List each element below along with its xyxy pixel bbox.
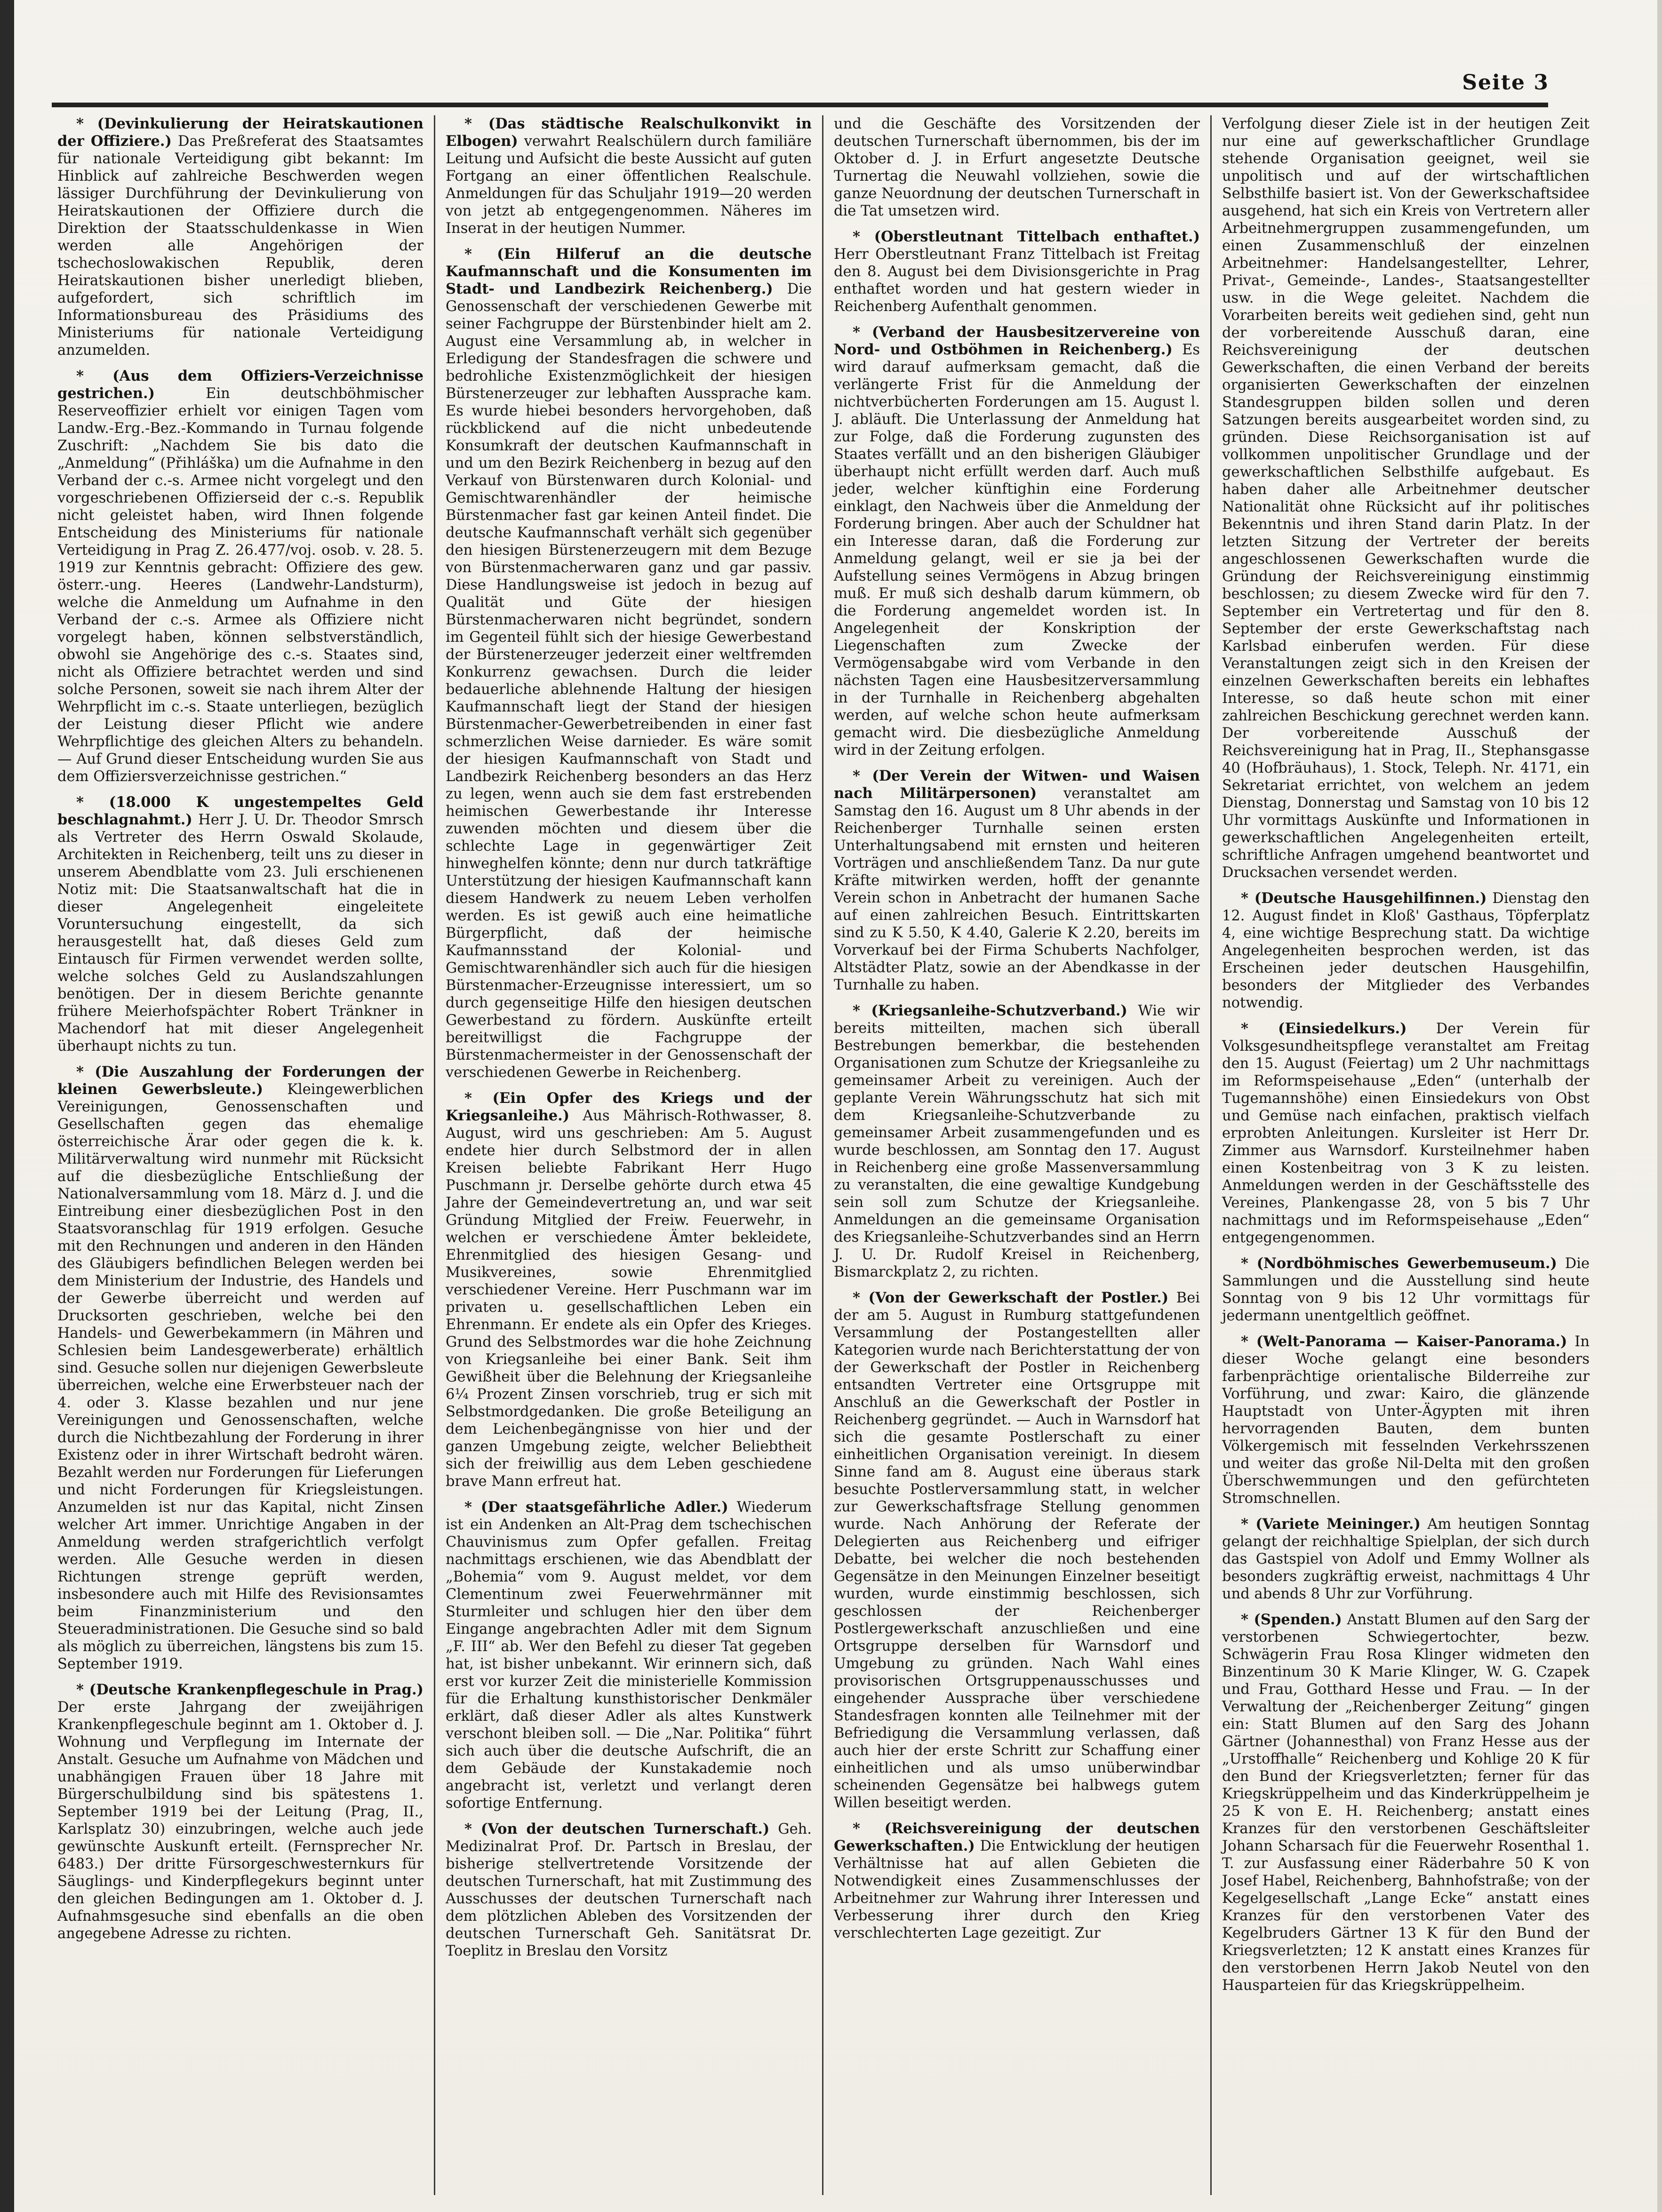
article-headline: * (Ein Opfer des Kriegs und der Kriegsanleihe.) [446,1090,812,1124]
article-headline: * (Der Verein der Witwen- und Waisen nach Militärpersonen) [834,767,1200,802]
article [834,115,1200,220]
article [446,115,812,237]
article-body: Die Entwicklung der heutigen Verhältnisse hat auf allen Gebieten die Notwendigkeit eines Zusammenschlusses der Arbeitnehmer zur Wahrung ihrer Interessen und Verbesserung ihrer durch den Krieg verschlechterten Lage gezeitigt. Zur [834,1838,1200,1941]
article-headline: * (Deutsche Hausgehilfinnen.) [1241,890,1487,907]
article-body: In dieser Woche gelangt eine besonders farbenprächtige orientalische Bilderreihe zur Vorführung, und zwar: Kairo, die glänzende Hauptstadt von Unter-Ägypten mit ihren hervorragenden Bauten, dem bunten Völkergemisch mit fesselnden Verkehrsszenen und weiter das große Nil-Delta mit den großen Überschwemmungen und den gefürchteten Stromschnellen. [1222,1334,1590,1507]
article-headline: * (Deutsche Krankenpflegeschule in Prag.) [76,1681,423,1698]
article [57,794,423,1055]
column-1 [47,115,435,2195]
article-headline: * (Ein Hilferuf an die deutsche Kaufmannschaft und die Konsumenten im Stadt- und Landbezirk Reichenberg.) [446,246,812,297]
article-body: verwahrt Realschülern durch familiäre Leitung und Aufsicht die beste Aussicht auf guten Fortgang an einer öffentlichen Realschule. Anmeldungen für das Schuljahr 1919—20 werden von jetzt ab entgegengenommen. Näheres im Inserat in der heutigen Nummer. [446,133,812,237]
article-headline: * (Nordböhmisches Gewerbemuseum.) [1241,1255,1557,1272]
column-4 [1212,115,1600,2195]
article-body: Kleingewerblichen Vereinigungen, Genossenschaften und Gesellschaften gegen das ehemalige österreichische Ärar oder gegen die k. k. Militärverwaltung wird nunmehr mit Rücksicht auf die diesbezügliche Entschließung der Nationalversammlung vom 18. März d. J. und die Eintreibung einer diesbezüglichen Post in den Staatsvoranschlag für 1919 erfolgen. Gesuche mit den Rechnungen und anderen in den Händen des Gläubigers befindlichen Belegen werden bei dem Ministerium der Industrie, des Handels und der Gewerbe überreicht und werden auf Drucksorten geschrieben, welche bei den Handels- und Gewerbekammern (in Mähren und Schlesien beim Landesgewerberate) erhältlich sind. Gesuche sollen nur diejenigen Gewerbsleute überreichen, welche eine Erwerbsteuer nach der 4. oder 3. Klasse bezahlen und nur jene Vereinigungen und Genossenschaften, welche durch die Nichtbezahlung der Forderung in ihrer Existenz oder in ihrer Wirtschaft bedroht wären. Bezahlt werden nur Forderungen für Lieferungen und nicht Forderungen für Kriegsleistungen. Anzumelden ist nur das Kapital, nicht Zinsen welcher Art immer. Unrichtige Angaben in der Anmeldung werden strafgerichtlich verfolgt werden. Alle Gesuche werden in diesen Richtungen strenge geprüft werden, insbesondere auch mit Hilfe des Revisionsamtes beim Finanzministerium und den Steueradministrationen. Die Gesuche sind so bald als möglich zu überreichen, längstens bis zum 15. September 1919. [57,1081,423,1672]
article-body: Das Preßreferat des Staatsamtes für nationale Verteidigung gibt bekannt: Im Hinblick auf zahlreiche Beschwerden wegen lässiger Durchführung der Devinkulierung von Heiratskautionen der Offiziere durch die Direktion der Staatsschuldenkasse in Wien werden alle Angehörigen der tschechoslowakischen Republik, deren Heiratskautionen bisher unerledigt blieben, aufgefordert, sich schriftlich im Informationsbureau des Präsidiums des Ministeriums für nationale Verteidigung anzumelden. [57,133,423,359]
article-headline: * (18.000 K ungestempeltes Geld beschlagnahmt.) [57,794,423,828]
article [57,115,423,359]
article-body: Die Genossenschaft der verschiedenen Gewerbe mit seiner Fachgruppe der Bürstenbinder hielt am 2. August eine Versammlung ab, in welcher in Erledigung der Standesfragen die schwere und bedrohliche Existenzmöglichkeit der hiesigen Bürstenerzeuger zur lebhaften Aussprache kam. Es wurde hiebei besonders hervorgehoben, daß rückblickend auf die nicht unbedeutende Konsumkraft der deutschen Kaufmannschaft in und um den Bezirk Reichenberg in bezug auf den Verkauf von Bürstenwaren durch Kolonial- und Gemischtwarenhändler der heimische Bürstenmacher fast gar keinen Anteil findet. Die deutsche Kaufmannschaft verhält sich gegenüber den hiesigen Bürstenerzeugern mit dem Bezuge von Bürstenmacherwaren ganz und gar passiv. Diese Handlungsweise ist jedoch in bezug auf Qualität und Güte der hiesigen Bürstenmacherwaren nicht begründet, sondern im Gegenteil fühlt sich der hiesige Gewerbestand der Bürstenerzeuger jederzeit einer weltfremden Konkurrenz gewachsen. Durch die leider bedauerliche ablehnende Haltung der hiesigen Kaufmannschaft liegt der Stand der hiesigen Bürstenmacher-Gewerbetreibenden in einer fast schmerzlichen Weise darnieder. Es wäre somit der hiesigen Kaufmannschaft von Stadt und Landbezirk Reichenberg besonders an das Herz zu legen, wenn auch sie dem fast erstrebenden heimischen Gewerbestande ihr Interesse zuwenden möchten und diesem über die schlechte Lage in gegenwärtiger Zeit hinweghelfen könnte; denn nur durch tatkräftige Unterstützung der hiesigen Kaufmannschaft kann diesem Handwerk zu neuem Leben verholfen werden. Es ist gewiß auch eine heimatliche Bürgerpflicht, daß der heimische Kaufmannsstand der Kolonial- und Gemischtwarenhändler sich auch für die hiesigen Bürstenmacher-Erzeugnisse interessiert, um so durch gegenseitige Hilfe den hiesigen deutschen Gewerbestand zu fördern. Auskünfte erteilt bereitwilligst die Fachgruppe der Bürstenmachermeister in der Genossenschaft der verschiedenen Gewerbe in Reichenberg. [446,281,812,1081]
article [1222,890,1590,1012]
article-body: Dienstag den 12. August findet in Kloß' Gasthaus, Töpferplatz 4, eine wichtige Besprechung statt. Da wichtige Angelegenheiten besprochen werden, ist das Erscheinen jeder deutschen Hausgehilfin, besonders der Mitglieder des Verbandes notwendig. [1222,890,1590,1011]
article-headline: * (Verband der Hausbesitzervereine von Nord- und Ostböhmen in Reichenberg.) [834,324,1200,358]
article-body: Verfolgung dieser Ziele ist in der heutigen Zeit nur eine auf gewerkschaftlicher Grundlage stehende Organisation geeignet, weil sie unpolitisch und auf der wirtschaftlichen Selbsthilfe basiert ist. Von der Gewerkschaftsidee ausgehend, hat sich ein Kreis von Vertretern aller Arbeitnehmergruppen zusammengefunden, um einen Zusammenschluß der einzelnen Arbeitnehmer: Handelsangestellter, Lehrer, Privat-, Gemeinde-, Landes-, Staatsangestellter usw. in die Wege geleitet. Nachdem die Vorarbeiten bereits weit gediehen sind, geht nun der vorbereitende Ausschuß daran, eine Reichsvereinigung der deutschen Gewerkschaften, die einen Verband der bereits organisierten Gewerkschaften der einzelnen Standesgruppen bilden sollen und deren Satzungen bereits ausgearbeitet worden sind, zu gründen. Diese Reichsorganisation ist auf vollkommen unpolitischer Grundlage und der gewerkschaftlichen Selbsthilfe aufgebaut. Es haben daher alle Arbeitnehmer deutscher Nationalität ohne Rücksicht auf ihr politisches Bekenntnis und ihren Stand darin Platz. In der letzten Sitzung der Vertreter der bereits angeschlossenen Gewerkschaften wurde die Gründung der Reichsvereinigung einstimmig beschlossen; zu diesem Zwecke wird für den 7. September ein Vertretertag und für den 8. September der erste Gewerkschaftstag nach Karlsbad einberufen werden. Für diese Veranstaltungen zeigt sich in den Kreisen der einzelnen Gewerkschaften bereits ein lebhaftes Interesse, so daß heute schon mit einer zahlreichen Beschickung gerechnet werden kann. Der vorbereitende Ausschuß der Reichsvereinigung hat in Prag, II., Stephansgasse 40 (Hofbräuhaus), 1. Stock, Teleph. Nr. 4171, ein Sekretariat errichtet, von welchem an jedem Dienstag, Donnerstag und Samstag von 10 bis 12 Uhr vormittags Auskünfte und Informationen in gewerkschaftlichen Angelegenheiten erteilt, schriftliche Anfragen umgehend beantwortet und Drucksachen versendet werden. [1222,116,1590,881]
article-body: Anstatt Blumen auf den Sarg der verstorbenen Schwiegertochter, bezw. Schwägerin Frau Rosa Klinger widmeten den Binzentinum 30 K Marie Klinger, W. G. Czapek und Frau, Gotthard Hesse und Frau. — In der Verwaltung der „Reichenberger Zeitung“ gingen ein: Statt Blumen auf den Sarg des Johann Gärtner (Johannesthal) von Franz Hesse aus der „Urstoffhalle“ Reichenberg und Kohlige 20 K für den Bund der Kriegsverletzten; ferner für das Kriegskrüppelheim und das Kinderkrüppelheim je 25 K von E. H. Reichenberg; anstatt eines Kranzes für den verstorbenen Geschäftsleiter Johann Scharsach für die Feuerwehr Rosenthal 1. T. zur Ausfassung einer Räderbahre 50 K von Josef Habel, Reichenberg, Bahnhofstraße; von der Kegelgesellschaft „Lange Ecke“ anstatt eines Kranzes für den verstorbenen Vater des Kegelbruders Gärtner 13 K für den Bund der Kriegsverletzten; 12 K anstatt eines Kranzes für den verstorbenen Herrn Jakob Neutel von den Hausparteien für das Kriegskrüppelheim. [1222,1612,1590,1994]
article [834,767,1200,994]
scan-edge-right [1657,0,1662,2212]
article-headline: * (Aus dem Offiziers-Verzeichnisse gestrichen.) [57,367,423,402]
article [57,367,423,785]
article [834,1820,1200,1942]
article-body: Wiederum ist ein Andenken an Alt-Prag dem tschechischen Chauvinismus zum Opfer gefallen. Freitag nachmittags erschienen, wie das Abendblatt der „Bohemia“ vom 9. August meldet, vor dem Clementinum zwei Feuerwehrmänner mit Sturmleiter und schlugen hier den über dem Eingange angebrachten Adler mit dem Signum „F. III“ ab. Wer den Befehl zu dieser Tat gegeben hat, ist bisher unbekannt. Wir erinnern sich, daß erst vor kurzer Zeit die ministerielle Kommission für die Erhaltung kunsthistorischer Denkmäler erklärt, daß dieser Adler als altes Kunstwerk verschont bleiben soll. — Die „Nar. Politika“ führt sich auch über die deutsche Aufschrift, die an dem Gebäude der Kunstakademie noch angebracht ist, verletzt und verlangt deren sofortige Entfernung. [446,1499,812,1812]
article-headline: * (Von der Gewerkschaft der Postler.) [853,1289,1169,1306]
article [57,1063,423,1673]
article-headline: * (Das städtische Realschulkonvikt in Elbogen) [446,115,812,150]
article-body: Wie wir bereits mitteilten, machen sich überall Bestrebungen bemerkbar, die bestehenden Organisationen zum Schutze der Kriegsanleihe zu gemeinsamer Arbeit zu vereinigen. Auch der geplante Verein Währungsschutz hat sich mit dem Kriegsanleihe-Schutzverbande zu gemeinsamer Arbeit zusammengefunden und es wurde beschlossen, am Sonntag den 17. August in Reichenberg eine große Massenversammlung zu veranstalten, die eine gewaltige Kundgebung sein soll zum Schutze der Kriegsanleihe. Anmeldungen an die gemeinsame Organisation des Kriegsanleihe-Schutzverbandes sind an Herrn J. U. Dr. Rudolf Kreisel in Reichenberg, Bismarckplatz 2, zu richten. [834,1003,1200,1280]
article [834,1002,1200,1281]
header-rule [52,103,1548,107]
article [1222,1516,1590,1603]
article-body: Geh. Medizinalrat Prof. Dr. Partsch in Breslau, der bisherige stellvertretende Vorsitzende der deutschen Turnerschaft, hat mit Zustimmung des Ausschusses der deutschen Turnerschaft nach dem plötzlichen Ableben des Vorsitzenden der deutschen Turnerschaft Geh. Sanitätsrat Dr. Toeplitz in Breslau den Vorsitz [446,1821,812,1959]
article-body: Herr Oberstleutnant Franz Tittelbach ist Freitag den 8. August bei dem Divisionsgerichte in Prag enthaftet worden und hat gestern wieder in Reichenberg Aufenthalt genommen. [834,246,1200,315]
article [1222,1020,1590,1246]
article-headline: * (Kriegsanleihe-Schutzverband.) [853,1002,1127,1019]
scan-edge-left [0,0,14,2212]
article-headline: * (Von der deutschen Turnerschaft.) [464,1821,770,1837]
column-2 [435,115,823,2195]
article-body: und die Geschäfte des Vorsitzenden der deutschen Turnerschaft übernommen, bis der im Oktober d. J. in Erfurt angesetzte Deutsche Turnertag die Neuwahl vollziehen, sowie die ganze Neuordnung der deutschen Turnerschaft in die Tat umsetzen wird. [834,116,1200,219]
article [446,1090,812,1490]
article-body: Aus Mährisch-Rothwasser, 8. August, wird uns geschrieben: Am 5. August endete hier durch Selbstmord der in allen Kreisen beliebte Fabrikant Herr Hugo Puschmann jr. Derselbe gehörte durch etwa 45 Jahre der Gemeindevertretung an, und war seit Gründung Mitglied der Freiw. Feuerwehr, in welchen er verschiedene Ämter bekleidete, Ehrenmitglied des hiesigen Gesang- und Musikvereines, sowie Ehrenmitglied verschiedener Vereine. Herr Puschmann war im privaten u. gesellschaftlichen Leben ein Ehrenmann. Er endete als ein Opfer des Krieges. Grund des Selbstmordes war die hohe Zeichnung von Kriegsanleihe bei einer Bank. Seit ihm Gewißheit über die Belehnung der Kriegsanleihe 6¼ Prozent Zinsen vorschrieb, trug er sich mit Selbstmordgedanken. Die große Beteiligung an dem Leichenbegängnisse von hier und der ganzen Umgebung zeigte, welcher Beliebtheit sich der freiwillig aus dem Leben geschiedene brave Mann erfreut hat. [446,1108,812,1490]
column-3 [823,115,1212,2195]
article-headline: * (Oberstleutnant Tittelbach enthaftet.) [853,228,1200,245]
article [446,1499,812,1812]
article-headline: * (Reichsvereinigung der deutschen Gewerkschaften.) [834,1820,1200,1854]
article-body: Ein deutschböhmischer Reserveoffizier erhielt vor einigen Tagen vom Landw.-Erg.-Bez.-Kommando in Turnau folgende Zuschrift: „Nachdem Sie bis dato die „Anmeldung“ (Přihláška) um die Aufnahme in den Verband der c.-s. Armee nicht vorgelegt und den vorgeschriebenen Offizierseid der c.-s. Republik nicht geleistet haben, wird Ihnen folgende Entscheidung des Ministeriums für nationale Verteidigung in Prag Z. 26.477/voj. osob. v. 28. 5. 1919 zur Kenntnis gebracht: Offiziere des gew. österr.-ung. Heeres (Landwehr-Landsturm), welche die Anmeldung um Aufnahme in den Verband der c.-s. Armee als Offiziere nicht vorgelegt haben, können selbstverständlich, obwohl sie Angehörige des c.-s. Staates sind, nicht als Offiziere betrachtet werden und sind solche Personen, soweit sie nach ihrem Alter der Wehrpflicht im c.-s. Staate unterliegen, bezüglich der Leistung dieser Pflicht wie andere Wehrpflichtige des gleichen Alters zu behandeln. — Auf Grund dieser Entscheidung wurden Sie aus dem Offiziersverzeichnisse gestrichen.“ [57,385,423,785]
article [1222,1255,1590,1325]
article-headline: * (Die Auszahlung der Forderungen der kleinen Gewerbsleute.) [57,1063,423,1098]
page-number: Seite 3 [1462,71,1549,95]
article-headline: * (Devinkulierung der Heiratskautionen der Offiziere.) [57,115,423,150]
columns-container [47,115,1600,2195]
article-body: Bei der am 5. August in Rumburg stattgefundenen Versammlung der Postangestellten aller Kategorien wurde nach Berichterstattung der von der Gewerkschaft der Postler in Reichenberg entsandten Vertreter eine Ortsgruppe mit Anschluß an die Gewerkschaft der Postler in Reichenberg gegründet. — Auch in Warnsdorf hat sich die gesamte Postlerschaft zu einer einheitlichen Organisation vereinigt. In diesem Sinne fand am 8. August eine überaus stark besuchte Postlerversammlung statt, in welcher zur Gewerkschaftsfrage Stellung genommen wurde. Nach Anhörung der Referate der Delegierten aus Reichenberg und eifriger Debatte, bei welcher die noch bestehenden Gegensätze in den Meinungen Einzelner beseitigt wurden, wurde einstimmig beschlossen, sich geschlossen der Reichenberger Postlergewerkschaft anzuschließen und eine Ortsgruppe derselben für Warnsdorf und Umgebung zu gründen. Nach Wahl eines provisorischen Ortsgruppenausschusses und eingehender Aussprache über verschiedene Standesfragen konnten alle Teilnehmer mit der Befriedigung die Versammlung verlassen, daß auch hier der erste Schritt zur Schaffung einer einheitlichen und als umso unüberwindbar scheinenden Gegensätze bei halbwegs gutem Willen beseitigt werden. [834,1290,1200,1811]
article [834,228,1200,315]
article-body: Herr J. U. Dr. Theodor Smrsch als Vertreter des Herrn Oswald Skolaude, Architekten in Reichenberg, teilt uns zu dieser in unserem Abendblatte vom 23. Juli erschienenen Notiz mit: Die Staatsanwaltschaft hat die in dieser Angelegenheit eingeleitete Voruntersuchung eingestellt, da sich herausgestellt hat, daß dieses Geld zum Eintausch für Firmen verwendet werden sollte, welche solches Geld zu Auslandszahlungen benötigen. Der in diesem Berichte genannte frühere Meierhofspächter Robert Tränkner in Machendorf hat mit dieser Angelegenheit überhaupt nichts zu tun. [57,812,423,1054]
article [446,1821,812,1960]
article [834,324,1200,759]
article-headline: * (Einsiedelkurs.) [1241,1020,1407,1037]
article-body: Der Verein für Volksgesundheitspflege veranstaltet am Freitag den 15. August (Feiertag) um 2 Uhr nachmittags im Reformspeisehause „Eden“ (unterhalb der Tugemannshöhe) einen Einsiedekurs von Obst und Gemüse nach einfachen, praktisch vielfach erprobten Anleitungen. Kursleiter ist Herr Dr. Zimmer aus Warnsdorf. Kursteilnehmer haben einen Kostenbeitrag von 3 K zu leisten. Anmeldungen werden in der Geschäftsstelle des Vereines, Plankengasse 28, von 5 bis 7 Uhr nachmittags und im Reformspeisehause „Eden“ entgegengenommen. [1222,1021,1590,1246]
article [1222,1333,1590,1507]
article-body: Es wird darauf aufmerksam gemacht, daß die verlängerte Frist für die Anmeldung der nichtverbücherten Forderungen am 15. August l. J. abläuft. Die Unterlassung der Anmeldung hat zur Folge, daß die Forderung zugunsten des Staates verfällt und an den bisherigen Gläubiger überhaupt nicht erfüllt werden darf. Auch muß jeder, welcher künftighin eine Forderung einklagt, den Nachweis über die Anmeldung der Forderung bringen. Aber auch der Schuldner hat ein Interesse daran, daß die Forderung zur Anmeldung gelangt, weil er sie ja bei der Aufstellung seines Vermögens in Abzug bringen muß. Er muß sich deshalb darum kümmern, ob die Forderung angemeldet worden ist. In Angelegenheit der Konskription der Liegenschaften zum Zwecke der Vermögensabgabe wird vom Verbande in den nächsten Tagen eine Hausbesitzerversammlung in der Turnhalle in Reichenberg abgehalten werden, auf welche schon heute aufmerksam gemacht wird. Die diesbezügliche Anmeldung wird in der Zeitung erfolgen. [834,342,1200,759]
article-body: Am heutigen Sonntag gelangt der reichhaltige Spielplan, der sich durch das Gastspiel von Adolf und Emmy Wollner als besonders zugkräftig erweist, nachmittags 4 Uhr und abends 8 Uhr zur Vorführung. [1222,1516,1590,1602]
article-headline: * (Variete Meininger.) [1241,1516,1421,1533]
article [1222,115,1590,881]
article-headline: * (Welt-Panorama — Kaiser-Panorama.) [1241,1333,1567,1350]
article [1222,1611,1590,1994]
article [57,1681,423,1942]
article-headline: * (Spenden.) [1241,1611,1342,1628]
article-headline: * (Der staatsgefährliche Adler.) [464,1499,728,1516]
article-body: Die Sammlungen und die Ausstellung sind heute Sonntag von 9 bis 12 Uhr vormittags für jedermann unentgeltlich geöffnet. [1222,1255,1590,1324]
article-body: Der erste Jahrgang der zweijährigen Krankenpflegeschule beginnt am 1. Oktober d. J. Wohnung und Verpflegung im Internate der Anstalt. Gesuche um Aufnahme von Mädchen und unabhängigen Frauen über 18 Jahre mit Bürgerschulbildung sind bis spätestens 1. September 1919 bei der Leitung (Prag, II., Karlsplatz 30) einzubringen, welche auch jede gewünschte Auskunft erteilt. (Fernsprecher Nr. 6483.) Der dritte Fürsorgeschwesternkurs für Säuglings- und Kinderpflegekurs beginnt unter den gleichen Bedingungen am 1. Oktober d. J. Aufnahmsgesuche sind ebenfalls an die oben angegebene Adresse zu richten. [57,1699,423,1942]
article-body: veranstaltet am Samstag den 16. August um 8 Uhr abends in der Reichenberger Turnhalle seinen ersten Unterhaltungsabend mit ernsten und heiteren Vorträgen und anschließendem Tanz. Da nur gute Kräfte mitwirken werden, hofft der genannte Verein schon in Anbetracht der humanen Sache auf einen zahlreichen Besuch. Eintrittskarten sind zu K 5.50, K 4.40, Galerie K 2.20, bereits im Vorverkauf bei der Firma Schuberts Nachfolger, Altstädter Platz, sowie an der Abendkasse in der Turnhalle zu haben. [834,785,1200,993]
article [834,1289,1200,1812]
article [446,246,812,1081]
